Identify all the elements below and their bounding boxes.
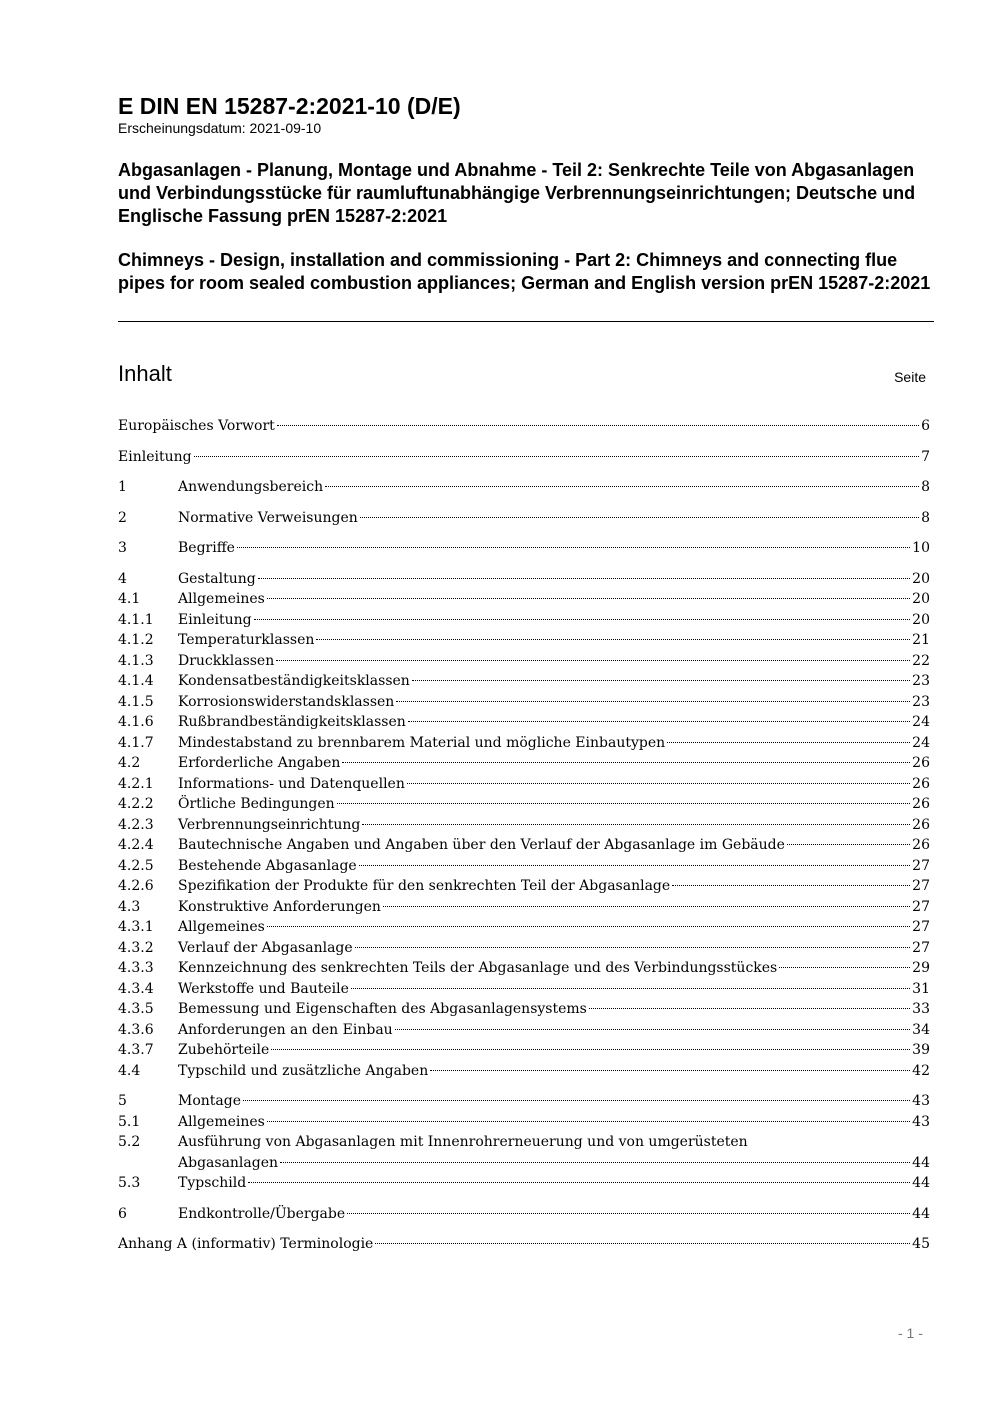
- toc-entry-number: 4.2: [118, 755, 141, 771]
- toc-dot-leader: [396, 701, 910, 702]
- toc-entry[interactable]: [118, 569, 930, 590]
- toc-entry-title: Allgemeines: [178, 1113, 265, 1130]
- toc-dot-leader: [589, 1008, 910, 1009]
- toc-entry-title: Konstruktive Anforderungen: [178, 898, 381, 915]
- toc-entry[interactable]: [118, 671, 930, 692]
- toc-entry-number: 4: [118, 570, 127, 587]
- toc-dot-leader: [267, 598, 910, 599]
- toc-entry-number: 4.1.6: [118, 714, 154, 730]
- toc-entry-title: Rußbrandbeständigkeitsklassen: [178, 714, 406, 730]
- toc-entry-number: 4.3.6: [118, 1021, 154, 1038]
- toc-entry-number: 1: [118, 479, 127, 495]
- toc-dot-leader: [267, 926, 910, 927]
- toc-entry-page: 24: [912, 714, 930, 730]
- document-header: [118, 93, 934, 295]
- toc-entry-title: Erforderliche Angaben: [178, 755, 341, 771]
- toc-entry[interactable]: [118, 815, 930, 836]
- toc-entry-number: 4.1: [118, 591, 141, 607]
- toc-entry-title: Normative Verweisungen: [178, 509, 358, 526]
- toc-entry-title: Anwendungsbereich: [178, 479, 324, 495]
- toc-entry[interactable]: [118, 794, 930, 815]
- toc-entry-number: 4.3.1: [118, 919, 154, 935]
- toc-dot-leader: [407, 783, 910, 784]
- toc-entry-number: 4.2.2: [118, 796, 154, 812]
- toc-entry-title: Bemessung und Eigenschaften des Abgasanlagensystems: [178, 1001, 587, 1017]
- toc-entry[interactable]: [118, 1112, 930, 1133]
- toc-entry-title: Ausführung von Abgasanlagen mit Innenrohrerneuerung und von umgerüsteten: [178, 1134, 748, 1150]
- header-divider: [118, 321, 934, 322]
- toc-entry-page: 24: [912, 734, 930, 751]
- toc-entry-title: Typschild: [178, 1175, 247, 1191]
- toc-entry-title: Zubehörteile: [178, 1042, 270, 1058]
- toc-dot-leader: [267, 1121, 910, 1122]
- toc-entry[interactable]: [118, 538, 930, 559]
- toc-entry-title: Mindestabstand zu brennbarem Material und mögliche Einbautypen: [178, 734, 666, 751]
- toc-dot-leader: [359, 865, 910, 866]
- toc-entry[interactable]: [118, 692, 930, 713]
- toc-dot-leader: [258, 578, 910, 579]
- toc-entry-title: Typschild und zusätzliche Angaben: [178, 1062, 429, 1079]
- toc-entry-title: Allgemeines: [178, 919, 265, 935]
- toc-entry-number: 4.1.4: [118, 673, 154, 689]
- toc-entry-number: 5.2: [118, 1134, 141, 1150]
- toc-dot-leader: [342, 762, 910, 763]
- toc-entry-title: Anforderungen an den Einbau: [178, 1021, 393, 1038]
- toc-entry[interactable]: [118, 1204, 930, 1225]
- toc-dot-leader: [430, 1070, 910, 1071]
- toc-dot-leader: [383, 906, 910, 907]
- toc-entry-page: 21: [912, 632, 930, 648]
- toc-dot-leader: [325, 486, 919, 487]
- toc-entry-page: 33: [912, 1001, 930, 1017]
- toc-dot-leader: [375, 1243, 910, 1244]
- document-id: E DIN EN 15287-2:2021-10 (D/E): [118, 93, 461, 119]
- toc-entry-title: Endkontrolle/Übergabe: [178, 1205, 346, 1222]
- toc-entry-page: 26: [912, 837, 930, 853]
- title-german: Abgasanlagen - Planung, Montage und Abnahme - Teil 2: Senkrechte Teile von Abgasanlagen und Verbindungsstücke für raumluftunabhängige Verbrennungseinrichtungen; Deutsche und Englische Fassung prEN 15287-2:2021: [118, 160, 916, 226]
- toc-entry-page: 27: [912, 919, 930, 935]
- toc-dot-leader: [237, 547, 910, 548]
- toc-entry[interactable]: [118, 938, 930, 959]
- title-english: Chimneys - Design, installation and commissioning - Part 2: Chimneys and connecting flue pipes for room sealed combustion appliances; German and English version prEN 15287-2:2021: [118, 250, 931, 293]
- toc-entry-page: 23: [912, 673, 930, 689]
- toc-entry[interactable]: [118, 1234, 930, 1255]
- toc-entry-number: 4.3.2: [118, 939, 154, 956]
- toc-dot-leader: [351, 988, 910, 989]
- toc-entry-number: 4.4: [118, 1062, 141, 1079]
- toc-entry-page: 23: [912, 693, 930, 710]
- publication-date: Erscheinungsdatum: 2021-09-10: [118, 120, 322, 136]
- toc-entry[interactable]: [118, 589, 930, 610]
- toc-entry-page: 44: [912, 1175, 930, 1191]
- toc-entry-title: Werkstoffe und Bauteile: [178, 980, 349, 997]
- toc-entry-number: 4.2.4: [118, 837, 154, 853]
- toc-entry[interactable]: [118, 835, 930, 856]
- toc-dot-leader: [316, 639, 910, 640]
- toc-entry[interactable]: [118, 712, 930, 733]
- toc-dot-leader: [412, 680, 910, 681]
- toc-entry-page: 6: [921, 418, 930, 434]
- toc-entry-page: 29: [912, 960, 930, 976]
- toc-entry-page: 42: [912, 1062, 930, 1079]
- toc-dot-leader: [395, 1029, 910, 1030]
- toc-entry[interactable]: [118, 610, 930, 631]
- toc-entry-number: 4.2.1: [118, 775, 154, 792]
- toc-entry[interactable]: [118, 630, 930, 651]
- toc-dot-leader: [667, 742, 910, 743]
- toc-dot-leader: [362, 824, 910, 825]
- toc-entry-title: Kondensatbeständigkeitsklassen: [178, 673, 410, 689]
- toc-dot-leader: [347, 1213, 910, 1214]
- toc-entry[interactable]: [118, 477, 930, 498]
- toc-page-label: Seite: [894, 369, 926, 385]
- toc-entry-page: 26: [912, 816, 930, 833]
- toc-entry[interactable]: [118, 1132, 930, 1153]
- toc-entry-page: 27: [912, 939, 930, 956]
- toc-dot-leader: [254, 619, 911, 620]
- toc-entry-page: 10: [912, 540, 930, 556]
- toc-entry-page: 8: [921, 479, 930, 495]
- toc-entry-page: 45: [912, 1236, 930, 1252]
- toc-entry-title: Spezifikation der Produkte für den senkrechten Teil der Abgasanlage: [178, 878, 671, 894]
- toc-dot-leader: [194, 456, 920, 457]
- toc-dot-leader: [408, 721, 910, 722]
- toc-dot-leader: [248, 1182, 910, 1183]
- toc-entry-number: 4.1.1: [118, 611, 154, 628]
- toc-entry-number: 5: [118, 1093, 127, 1109]
- toc-entry-title: Verbrennungseinrichtung: [178, 816, 361, 833]
- toc-entry-page: 31: [912, 980, 930, 997]
- toc-entry-page: 26: [912, 755, 930, 771]
- toc-entry-title: Druckklassen: [178, 652, 275, 669]
- toc-entry-title: Gestaltung: [178, 570, 256, 587]
- toc-dot-leader: [280, 1162, 910, 1163]
- toc-entry-number: 4.3.4: [118, 980, 154, 997]
- toc-dot-leader: [243, 1100, 910, 1101]
- toc-entry-title: Europäisches Vorwort: [118, 418, 275, 434]
- toc-dot-leader: [271, 1049, 910, 1050]
- toc-entry-page: 8: [921, 509, 930, 526]
- toc-dot-leader: [355, 947, 911, 948]
- toc-entry-page: 43: [912, 1093, 930, 1109]
- toc-entry-page: 20: [912, 591, 930, 607]
- toc-entry[interactable]: [118, 733, 930, 754]
- toc-entry-title: Informations- und Datenquellen: [178, 775, 405, 792]
- toc-entry-title: Korrosionswiderstandsklassen: [178, 693, 395, 710]
- toc-entry-number: 4.1.3: [118, 652, 154, 669]
- toc-entry-page: 27: [912, 898, 930, 915]
- toc-entry-page: 39: [912, 1042, 930, 1058]
- toc-entry[interactable]: [118, 774, 930, 795]
- toc-entry[interactable]: [118, 917, 930, 938]
- toc-entry-page: 43: [912, 1113, 930, 1130]
- toc-entry[interactable]: [118, 651, 930, 672]
- toc-entry-number: 4.1.2: [118, 632, 154, 648]
- toc-entry[interactable]: [118, 897, 930, 918]
- toc-entry-title: Montage: [178, 1093, 241, 1109]
- toc-entry[interactable]: [118, 416, 930, 437]
- toc-entry-number: 4.1.5: [118, 693, 154, 710]
- toc-entry-title: Begriffe: [178, 540, 235, 556]
- toc-entry-page: 27: [912, 878, 930, 894]
- toc-entry-page: 44: [912, 1154, 930, 1171]
- toc-dot-leader: [277, 425, 919, 426]
- toc-entry-page: 34: [912, 1021, 930, 1038]
- toc-entry-title: Anhang A (informativ) Terminologie: [118, 1236, 374, 1252]
- toc-entry-number: 4.2.6: [118, 878, 154, 894]
- toc-entry[interactable]: [118, 958, 930, 979]
- toc-entry[interactable]: [118, 1061, 930, 1082]
- toc-dot-leader: [360, 517, 919, 518]
- toc-entry-page: 20: [912, 570, 930, 587]
- toc-entry-page: 44: [912, 1205, 930, 1222]
- toc-entry-number: 4.3: [118, 898, 141, 915]
- toc-entry-title: Allgemeines: [178, 591, 265, 607]
- toc-entry-number: 5.3: [118, 1175, 141, 1191]
- toc-entry-title: Temperaturklassen: [178, 632, 315, 648]
- toc-entry[interactable]: [118, 979, 930, 1000]
- toc-dot-leader: [276, 660, 910, 661]
- table-of-contents: [118, 416, 930, 1255]
- toc-entry-number: 4.1.7: [118, 734, 154, 751]
- toc-entry[interactable]: [118, 508, 930, 529]
- toc-dot-leader: [337, 803, 911, 804]
- toc-entry-page: 22: [912, 652, 930, 669]
- toc-entry[interactable]: [118, 1040, 930, 1061]
- toc-entry-number: 4.3.3: [118, 960, 154, 976]
- toc-entry-page: 26: [912, 796, 930, 812]
- toc-entry-continuation[interactable]: [118, 1153, 930, 1174]
- toc-entry-title: Kennzeichnung des senkrechten Teils der Abgasanlage und des Verbindungsstückes: [178, 960, 778, 976]
- toc-entry-number: 4.3.7: [118, 1042, 154, 1058]
- toc-dot-leader: [672, 885, 910, 886]
- toc-entry[interactable]: [118, 1091, 930, 1112]
- toc-entry-page: 27: [912, 857, 930, 874]
- toc-entry-title: Abgasanlagen: [178, 1154, 279, 1171]
- toc-entry-title: Einleitung: [178, 611, 252, 628]
- toc-entry[interactable]: [118, 876, 930, 897]
- toc-entry[interactable]: [118, 1173, 930, 1194]
- toc-entry-title: Bautechnische Angaben und Angaben über den Verlauf der Abgasanlage im Gebäude: [178, 837, 785, 853]
- toc-entry-number: 4.3.5: [118, 1001, 154, 1017]
- toc-entry-page: 7: [921, 448, 930, 465]
- page-number: - 1 -: [898, 1325, 923, 1341]
- toc-entry-title: Verlauf der Abgasanlage: [178, 939, 353, 956]
- toc-entry-title: Bestehende Abgasanlage: [178, 857, 357, 874]
- toc-entry-number: 6: [118, 1205, 127, 1222]
- toc-entry-number: 5.1: [118, 1113, 141, 1130]
- toc-entry[interactable]: [118, 447, 930, 468]
- toc-entry-number: 4.2.3: [118, 816, 154, 833]
- toc-entry-title: Einleitung: [118, 448, 192, 465]
- toc-dot-leader: [787, 844, 910, 845]
- toc-entry[interactable]: [118, 1020, 930, 1041]
- toc-title: Inhalt: [118, 361, 172, 386]
- toc-entry-page: 20: [912, 611, 930, 628]
- toc-entry[interactable]: [118, 753, 930, 774]
- toc-entry-number: 3: [118, 540, 127, 556]
- toc-entry[interactable]: [118, 999, 930, 1020]
- toc-entry-number: 2: [118, 509, 127, 526]
- toc-entry-title: Örtliche Bedingungen: [178, 796, 335, 812]
- toc-entry-page: 26: [912, 775, 930, 792]
- toc-entry[interactable]: [118, 856, 930, 877]
- toc-dot-leader: [779, 967, 910, 968]
- toc-entry-number: 4.2.5: [118, 857, 154, 874]
